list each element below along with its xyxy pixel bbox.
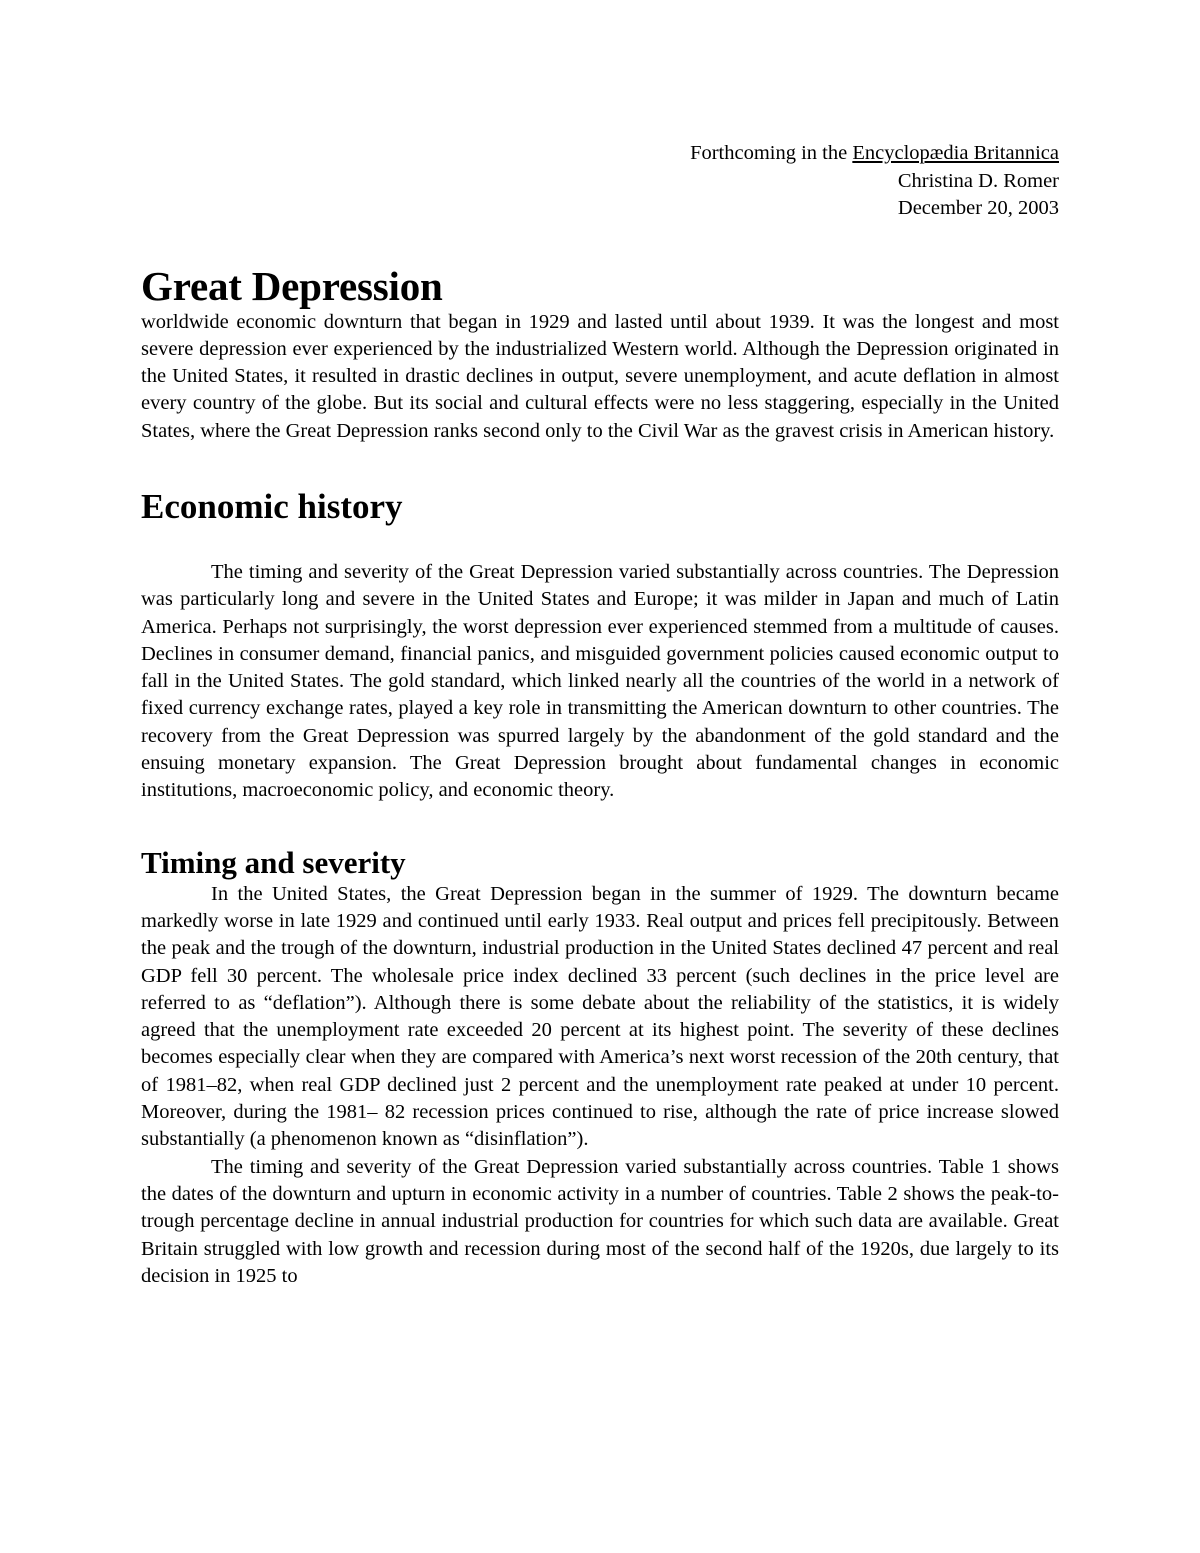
forthcoming-prefix: Forthcoming in the xyxy=(690,142,853,164)
section-heading-timing-and-severity: Timing and severity xyxy=(141,844,406,880)
timing-paragraph-2: The timing and severity of the Great Depression varied substantially across countries. Table 1 shows the dates of the downturn and upturn in economic activity in a number of countries. Table 2 shows the peak-to-trough percentage decline in annual industrial production for countries for which such data are available. Great Britain struggled with low growth and recession during most of the second half of the 1920s, due largely to its decision in 1925 to xyxy=(141,1155,1059,1287)
publication-name: Encyclopædia Britannica xyxy=(852,142,1059,164)
article-title: Great Depression xyxy=(141,262,443,309)
document-date: December 20, 2003 xyxy=(897,197,1059,219)
economic-history-paragraph: The timing and severity of the Great Depression varied substantially across countries. The Depression was particularly long and severe in the United States and Europe; it was milder in Japan and much of Latin America. Perhaps not surprisingly, the worst depression ever experienced stemmed from a multitude of causes. Declines in consumer demand, financial panics, and misguided government policies caused economic output to fall in the United States. The gold standard, which linked nearly all the countries of the world in a network of fixed currency exchange rates, played a key role in transmitting the American downturn to other countries. The recovery from the Great Depression was spurred largely by the abandonment of the gold standard and the ensuing monetary expansion. The Great Depression brought about fundamental changes in economic institutions, macroeconomic policy, and economic theory. xyxy=(141,560,1059,802)
section-heading-economic-history: Economic history xyxy=(141,486,403,526)
publication-line xyxy=(141,140,1059,168)
intro-paragraph: worldwide economic downturn that began in 1929 and lasted until about 1939. It was the longest and most severe depression ever experienced by the industrialized Western world. Although the Depression originated in the United States, it resulted in drastic declines in output, severe unemployment, and acute deflation in almost every country of the globe. But its social and cultural effects were no less staggering, especially in the United States, where the Great Depression ranks second only to the Civil War as the gravest crisis in American history. xyxy=(141,310,1059,442)
timing-paragraph-1: In the United States, the Great Depression began in the summer of 1929. The downturn became markedly worse in late 1929 and continued until early 1933. Real output and prices fell precipitously. Between the peak and the trough of the downturn, industrial production in the United States declined 47 percent and real GDP fell 30 percent. The wholesale price index declined 33 percent (such declines in the price level are referred to as “deflation”). Although there is some debate about the reliability of the statistics, it is widely agreed that the unemployment rate exceeded 20 percent at its highest point. The severity of these declines becomes especially clear when they are compared with America’s next worst recession of the 20th century, that of 1981–82, when real GDP declined just 2 percent and the unemployment rate peaked at under 10 percent. Moreover, during the 1981– 82 recession prices continued to rise, although the rate of price increase slowed substantially (a phenomenon known as “disinflation”). xyxy=(141,882,1059,1151)
document-page xyxy=(141,140,1059,1290)
document-header xyxy=(141,140,1059,223)
author-name: Christina D. Romer xyxy=(897,169,1059,192)
